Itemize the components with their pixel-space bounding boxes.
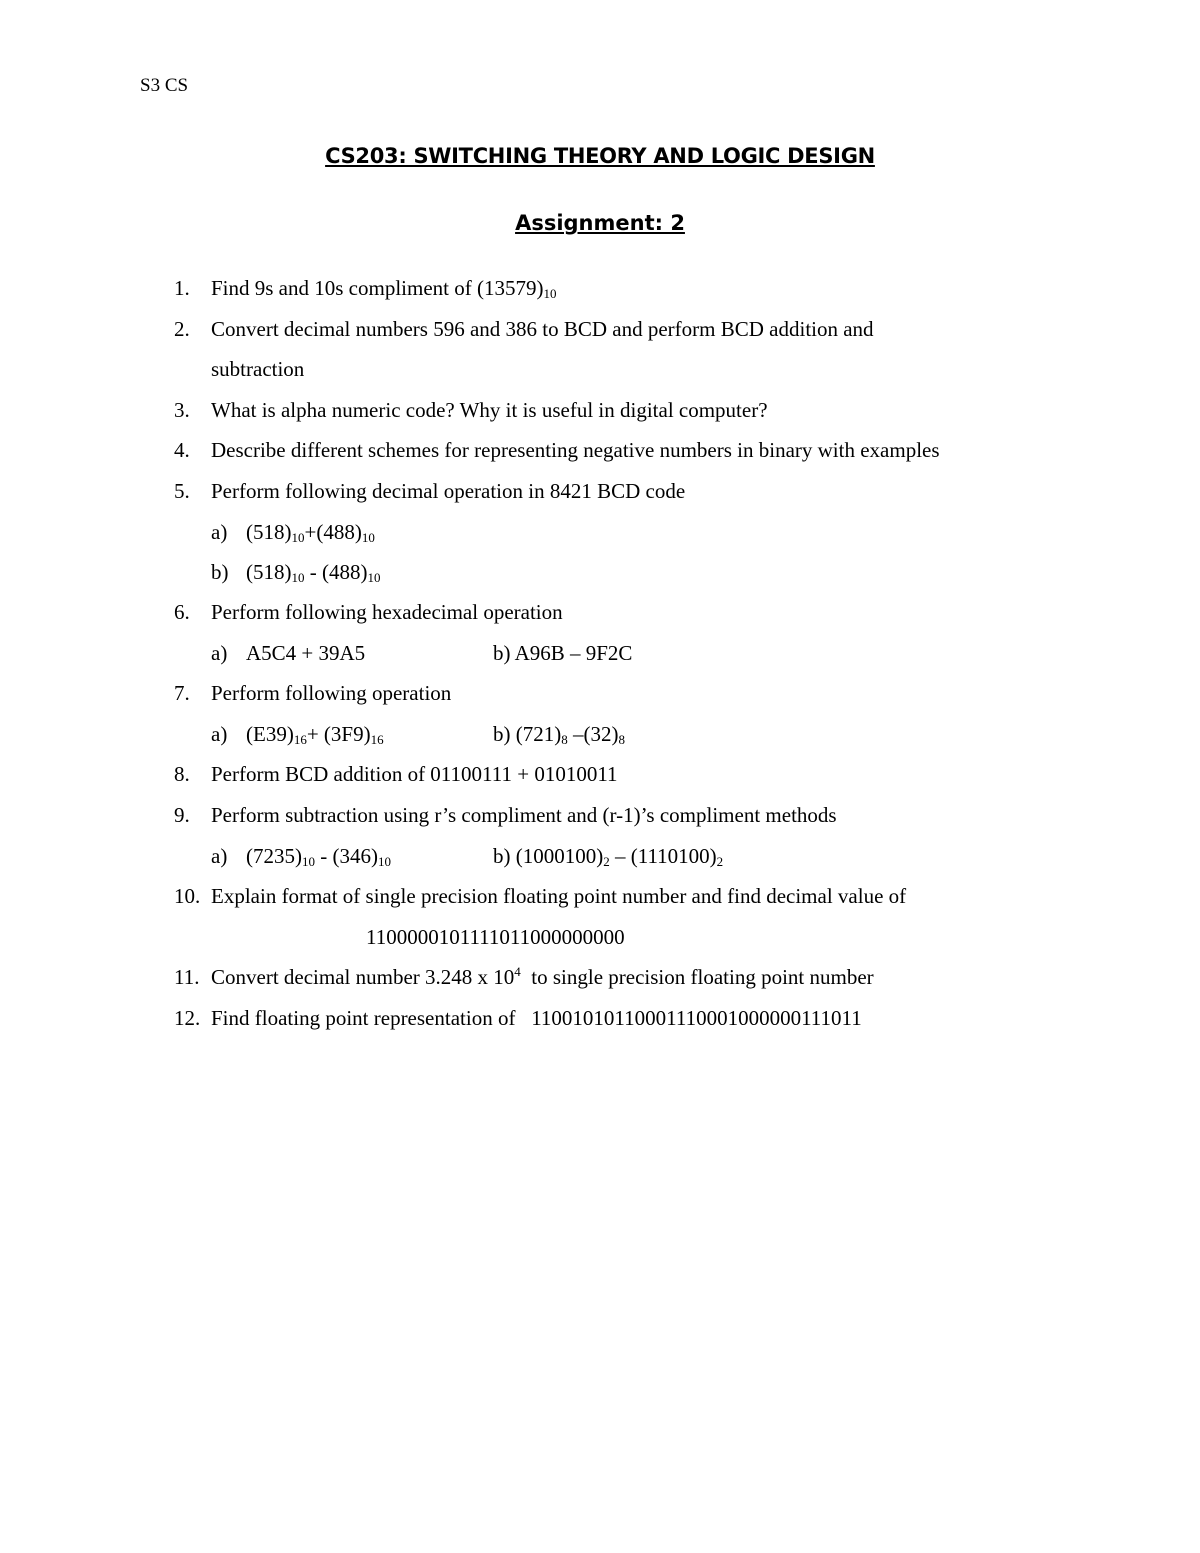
sub-question-label: a) <box>211 722 228 746</box>
question-number: 8. <box>174 762 190 786</box>
question-number: 4. <box>174 438 190 462</box>
sub-question-label: b) <box>211 560 229 584</box>
question-text: Perform following decimal operation in 8421 BCD code <box>211 479 686 503</box>
sub-question-expression-b: b) $(721)_8$ $-(32)_8$ <box>493 722 625 747</box>
question-number: 2. <box>174 317 190 341</box>
question-number: 11. <box>174 965 200 989</box>
question-number: 6. <box>174 600 190 624</box>
question-number: 12. <box>174 1006 201 1030</box>
binary-value: 1100000101111011000000000 <box>366 925 625 949</box>
sub-question-expression-b: b) A96B – 9F2C <box>493 641 633 665</box>
question-text: Find 9s and 10s compliment of $(13579)_{10}$ <box>211 276 557 301</box>
question-number: 1. <box>174 276 190 300</box>
question-number: 3. <box>174 398 190 422</box>
question-number: 7. <box>174 681 190 705</box>
sub-question-expression: A5C4 + 39A5 <box>246 641 366 665</box>
question-text: Describe different schemes for representing negative numbers in binary with examples <box>211 438 940 462</box>
question-text-continuation: subtraction <box>211 357 305 381</box>
question-number: 5. <box>174 479 190 503</box>
sub-question-label: a) <box>211 844 228 868</box>
question-text: Perform BCD addition of 01100111 + 01010011 <box>211 762 618 786</box>
sub-question-expression-b: b) $(1000100)_2 - (1110100)_2$ <box>493 844 724 869</box>
sub-question-expression: $(518)_{10} - (488)_{10}$ <box>246 560 381 585</box>
sub-question-expression: $(E39)_{16}+ (3F9)_{16}$ <box>246 722 384 747</box>
question-text: Perform following hexadecimal operation <box>211 600 563 624</box>
question-text: Find floating point representation of 11001010110001110001000000111011 <box>211 1006 862 1030</box>
sub-question-expression: $(518)_{10}+(488)_{10}$ <box>246 520 375 545</box>
course-tag: S3 CS <box>140 75 189 96</box>
question-text: Perform subtraction using r’s compliment and (r-1)’s compliment methods <box>211 803 837 827</box>
document-title: CS203: SWITCHING THEORY AND LOGIC DESIGN <box>325 144 875 168</box>
question-text: What is alpha numeric code? Why it is useful in digital computer? <box>211 398 768 422</box>
question-text: Convert decimal number 3.248 x $10^4$ to single precision floating point number <box>211 964 874 989</box>
question-number: 9. <box>174 803 190 827</box>
question-text: Perform following operation <box>211 681 452 705</box>
assignment-subtitle: Assignment: 2 <box>515 211 685 235</box>
question-number: 10. <box>174 884 201 908</box>
sub-question-label: a) <box>211 520 228 544</box>
sub-question-expression: $(7235)_{10} - (346)_{10}$ <box>246 844 391 869</box>
sub-question-label: a) <box>211 641 228 665</box>
question-text: Explain format of single precision floating point number and find decimal value of <box>211 884 907 908</box>
question-text: Convert decimal numbers 596 and 386 to BCD and perform BCD addition and <box>211 317 874 341</box>
